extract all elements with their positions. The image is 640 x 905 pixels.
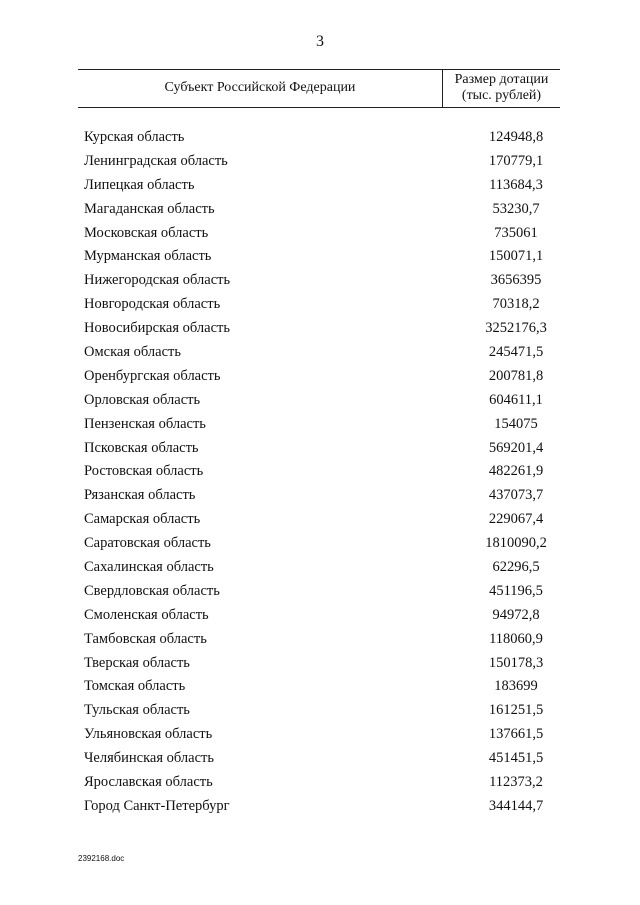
- table-row: [84, 630, 544, 654]
- subsidy-amount: 161251,5: [488, 702, 544, 719]
- region-name: Оренбургская область: [84, 367, 221, 384]
- region-name: Тверская область: [84, 654, 190, 671]
- table-row: [84, 582, 544, 606]
- subsidy-amount: 62296,5: [492, 559, 540, 576]
- table-row: [84, 486, 544, 510]
- table-row: [84, 367, 544, 391]
- subsidy-amount: 1810090,2: [485, 535, 547, 552]
- table-row: [84, 749, 544, 773]
- table-row: [84, 773, 544, 797]
- subsidy-amount: 118060,9: [489, 630, 543, 647]
- table-row: [84, 343, 544, 367]
- region-name: Тамбовская область: [84, 630, 207, 647]
- region-name: Самарская область: [84, 511, 201, 528]
- region-name: Ростовская область: [84, 463, 204, 480]
- region-name: Сахалинская область: [84, 559, 214, 576]
- region-name: Ярославская область: [84, 774, 213, 791]
- subsidy-amount: 229067,4: [488, 511, 544, 528]
- table-row: [84, 152, 544, 176]
- region-name: Город Санкт-Петербург: [84, 797, 230, 814]
- region-name: Омская область: [84, 344, 181, 361]
- region-name: Мурманская область: [84, 248, 212, 265]
- amount-header-line2: (тыс. рублей): [461, 88, 542, 103]
- table-row: [84, 701, 544, 725]
- table-row: [84, 295, 544, 319]
- table-row: [84, 510, 544, 534]
- subsidy-amount: 569201,4: [488, 439, 544, 456]
- subsidy-amount: 137661,5: [488, 726, 544, 743]
- subsidy-amount: 113684,3: [489, 176, 543, 193]
- subsidy-amount: 150071,1: [488, 248, 544, 265]
- subsidy-amount: 200781,8: [488, 367, 544, 384]
- subsidy-amount: 150178,3: [488, 654, 544, 671]
- table-row: [84, 797, 544, 821]
- table-row: [84, 200, 544, 224]
- subsidy-amount: 482261,9: [488, 463, 544, 480]
- table-row: [84, 606, 544, 630]
- subsidy-amount: 437073,7: [488, 487, 544, 504]
- subsidy-amount: 183699: [494, 678, 538, 695]
- table-header: [78, 69, 560, 108]
- table-row: [84, 654, 544, 678]
- subsidy-amount: 154075: [494, 415, 538, 432]
- subsidy-amount: 53230,7: [492, 200, 540, 217]
- region-name: Липецкая область: [84, 176, 195, 193]
- region-name: Свердловская область: [84, 582, 220, 599]
- table-row: [84, 224, 544, 248]
- amount-header-line1: Размер дотации: [454, 72, 549, 87]
- region-name: Смоленская область: [84, 606, 209, 623]
- subsidy-amount: 245471,5: [488, 344, 544, 361]
- table-row: [84, 319, 547, 343]
- table-row: [84, 534, 547, 558]
- table-row: [84, 391, 544, 415]
- subsidy-amount: 94972,8: [492, 606, 540, 623]
- subsidy-amount: 3252176,3: [485, 320, 547, 337]
- region-name: Магаданская область: [84, 200, 215, 217]
- table-row: [84, 677, 544, 701]
- region-name: Новгородская область: [84, 296, 221, 313]
- region-name: Ленинградская область: [84, 152, 228, 169]
- subsidy-amount: 344144,7: [488, 797, 544, 814]
- region-name: Орловская область: [84, 391, 201, 408]
- subsidy-amount: 604611,1: [489, 391, 543, 408]
- document-filename: 2392168.doc: [78, 854, 125, 863]
- table-row: [84, 439, 544, 463]
- region-name: Нижегородская область: [84, 272, 231, 289]
- table-row: [84, 271, 544, 295]
- subsidy-table-body: [84, 128, 547, 821]
- table-row: [84, 725, 544, 749]
- region-name: Ульяновская область: [84, 726, 213, 743]
- region-name: Курская область: [84, 129, 185, 145]
- region-name: Псковская область: [84, 439, 199, 456]
- region-name: Пензенская область: [84, 415, 206, 432]
- region-name: Томская область: [84, 678, 186, 695]
- subsidy-amount: 170779,1: [488, 152, 544, 169]
- region-name: Рязанская область: [84, 487, 196, 504]
- subsidy-amount: 451196,5: [489, 582, 543, 599]
- table-row: [84, 176, 544, 200]
- table-row: [84, 462, 544, 486]
- region-name: Московская область: [84, 224, 209, 241]
- region-name: Саратовская область: [84, 535, 211, 552]
- table-row: [84, 558, 544, 582]
- subsidy-amount: 70318,2: [492, 296, 540, 313]
- amount-column-header: [443, 72, 560, 104]
- subject-column-header: Субъект Российской Федерации: [164, 80, 356, 95]
- page-number: 3: [316, 33, 324, 50]
- region-name: Новосибирская область: [84, 320, 230, 337]
- region-name: Тульская область: [84, 702, 190, 719]
- subsidy-amount: 451451,5: [488, 750, 544, 767]
- region-name: Челябинская область: [84, 750, 214, 767]
- subsidy-amount: 112373,2: [489, 774, 543, 791]
- table-row: [84, 247, 544, 271]
- subsidy-amount: 735061: [494, 224, 538, 241]
- subsidy-amount: 124948,8: [488, 129, 544, 145]
- table-row: [84, 415, 544, 439]
- subsidy-amount: 3656395: [490, 272, 542, 289]
- table-row: [84, 128, 544, 152]
